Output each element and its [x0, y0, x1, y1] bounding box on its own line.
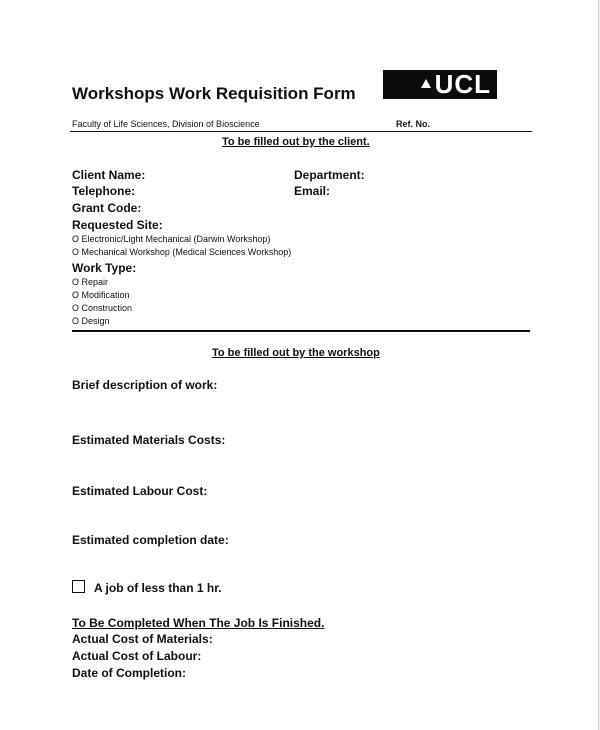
department-label: Department:	[294, 168, 365, 182]
workshop-section-heading: To be filled out by the workshop	[212, 347, 380, 359]
actual-labour-label: Actual Cost of Labour:	[72, 649, 202, 663]
client-name-label: Client Name:	[72, 168, 146, 182]
section-divider	[72, 330, 530, 332]
ucl-logo	[383, 70, 497, 99]
work-type-repair[interactable]: O Repair	[72, 277, 109, 287]
work-type-modification[interactable]: O Modification	[72, 290, 130, 300]
ref-no-label: Ref. No.	[396, 119, 431, 129]
faculty-line: Faculty of Life Sciences, Division of Bioscience	[72, 119, 260, 129]
portico-icon	[421, 79, 431, 88]
work-type-design[interactable]: O Design	[72, 316, 110, 326]
labour-cost-label: Estimated Labour Cost:	[72, 484, 208, 498]
email-label: Email:	[294, 184, 331, 198]
brief-description-label: Brief description of work:	[72, 378, 218, 392]
site-option-darwin[interactable]: O Electronic/Light Mechanical (Darwin Workshop)	[72, 234, 271, 244]
header-divider	[70, 131, 532, 132]
requested-site-label: Requested Site:	[72, 218, 163, 232]
client-section-heading: To be filled out by the client.	[222, 136, 370, 148]
form-title: Workshops Work Requisition Form	[72, 84, 356, 103]
completion-section-heading: To Be Completed When The Job Is Finished.	[72, 616, 325, 630]
date-of-completion-label: Date of Completion:	[72, 666, 186, 680]
completion-date-label: Estimated completion date:	[72, 533, 229, 547]
small-job-label: A job of less than 1 hr.	[94, 581, 222, 595]
work-type-label: Work Type:	[72, 261, 137, 275]
grant-code-label: Grant Code:	[72, 201, 142, 215]
actual-materials-label: Actual Cost of Materials:	[72, 632, 213, 646]
telephone-label: Telephone:	[72, 184, 136, 198]
materials-costs-label: Estimated Materials Costs:	[72, 433, 226, 447]
work-type-construction[interactable]: O Construction	[72, 303, 133, 313]
logo-text: UCL	[434, 69, 491, 99]
small-job-checkbox[interactable]	[72, 580, 85, 593]
site-option-medical[interactable]: O Mechanical Workshop (Medical Sciences Workshop)	[72, 247, 292, 257]
